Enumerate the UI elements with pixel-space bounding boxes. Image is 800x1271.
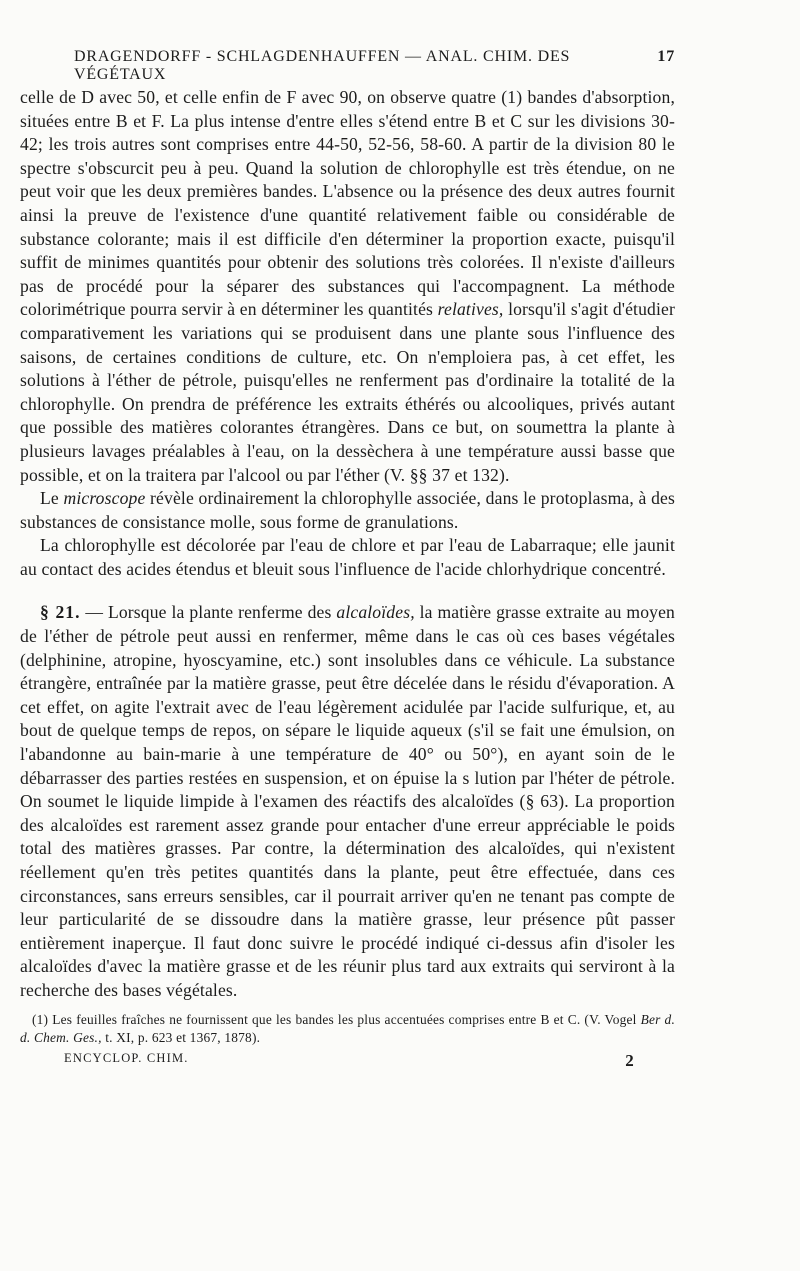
running-title: DRAGENDORFF - SCHLAGDENHAUFFEN — ANAL. CHIM. DES VÉGÉTAUX [74, 48, 571, 83]
paragraph-reactions: La chlorophylle est décolorée par l'eau de chlore et par l'eau de Labarraque; elle jaunit au contact des acides étendus et bleuit sous l'influence de l'acide chlorhydrique concentré. [20, 535, 675, 579]
signature-line [20, 1051, 675, 1071]
footnote [20, 1011, 675, 1047]
emphasis-alcaloides: alcaloïdes, [336, 602, 415, 623]
emphasis-microscope: microscope [63, 488, 146, 509]
paragraph-microscope [20, 487, 675, 534]
footnote-tail: t. XI, p. 623 et 1367, 1878). [101, 1029, 261, 1045]
section-number: § 21. [40, 602, 81, 623]
paragraph-microscope-lead: Le [40, 488, 64, 509]
paragraph-spectrum [20, 86, 675, 487]
footnote-citation: Ber d. d. Chem. Ges., [20, 1011, 675, 1045]
footnote-lead: (1) Les feuilles fraîches ne fournissent que les bandes les plus accentuées comprises entre B et C. (V. Vogel [32, 1011, 641, 1027]
section-21 [20, 601, 675, 1002]
signature-label: ENCYCLOP. CHIM. [64, 1050, 189, 1065]
paragraph-spectrum-text: celle de D avec 50, et celle enfin de F avec 90, on observe quatre (1) bandes d'absorption, situées entre B et F. La plus intense d'entre elles s'étend entre B et C sur les divisions 30-42; les trois autres sont comprises entre 44-50, 52-56, 58-60. A partir de la division 80 le spectre s'obscurcit peu à peu. Quand la solution de chlorophylle est très étendue, on ne peut voir que les deux premières bandes. L'absence ou la présence des deux autres fournit ainsi la preuve de l'existence d'une quantité relativement faible ou considérable de substance colorante; mais il est difficile d'en déterminer la proportion exacte, puisqu'il suffit de minimes quantités pour obtenir des solutions très colorées. Il n'existe d'ailleurs pas de procédé pour la séparer des substances qui l'accompagnent. La méthode colorimétrique pourra servir à en déterminer les quantités [20, 87, 675, 320]
section-21-text: la matière grasse extraite au moyen de l'éther de pétrole peut aussi en renfermer, même dans le cas où ces bases végétales (delphinine, atropine, hyoscyamine, etc.) sont insolubles dans ce véhicule. La substance étrangère, entraînée par la matière grasse, peut être décelée dans le résidu d'évaporation. A cet effet, on agite l'extrait avec de l'eau légèrement acidulée par l'acide sulfurique, et, au bout de quelque temps de repos, on sépare le liquide aqueux (s'il se fait une émulsion, on l'abandonne au bain-marie à une température de 40° ou 50°), en ayant soin de le débarrasser des parties restées en suspension, et on épuise la s lution par l'héter de pétrole. On soumet le liquide limpide à l'examen des réactifs des alcaloïdes (§ 63). La proportion des alcaloïdes est rarement assez grande pour entacher d'une erreur appréciable le poids total des matières grasses. Par contre, la détermination des alcaloïdes, qui n'existent réellement qu'en très petites quantités dans la plante, peut être effectuée, dans ces circonstances, sans erreurs sensibles, car il pourrait arriver qu'en ne tenant pas compte de leur particularité de se dissoudre dans la matière grasse, leur présence pût passer entièrement inaperçue. Il faut donc suivre le procédé indiqué ci-dessus afin d'isoler les alcaloïdes d'avec la matière grasse et de les réunir plus tard aux extraits qui serviront à la recherche des bases végétales. [20, 602, 675, 1000]
paragraph-microscope-tail: révèle ordinairement la chlorophylle associée, dans le protoplasma, à des substances de consistance molle, sous forme de granulations. [20, 488, 675, 532]
signature-number: 2 [625, 1050, 635, 1070]
book-page [20, 48, 675, 1071]
emphasis-relatives: relatives, [437, 299, 504, 320]
paragraph-spectrum-tail: lorsqu'il s'agit d'étudier comparativement les variations qui se produisent dans une plante sous l'influence des saisons, de certaines conditions de culture, etc. On n'emploiera pas, à cet effet, les solutions à l'éther de pétrole, puisqu'elles ne renferment pas d'ordinaire la totalité de la chlorophylle. On prendra de préférence les extraits éthérés ou alcooliques, privés autant que possible des matières colorantes étrangères. Dans ce but, on soumettra la plante à plusieurs lavages préalables à l'eau, on la dessèchera à une température aussi basse que possible, et on la traitera par l'alcool ou par l'éther (V. §§ 37 et 132). [20, 299, 675, 485]
page-number: 17 [657, 48, 675, 65]
section-21-lead: — Lorsque la plante renferme des [80, 602, 337, 623]
running-head [20, 48, 675, 83]
